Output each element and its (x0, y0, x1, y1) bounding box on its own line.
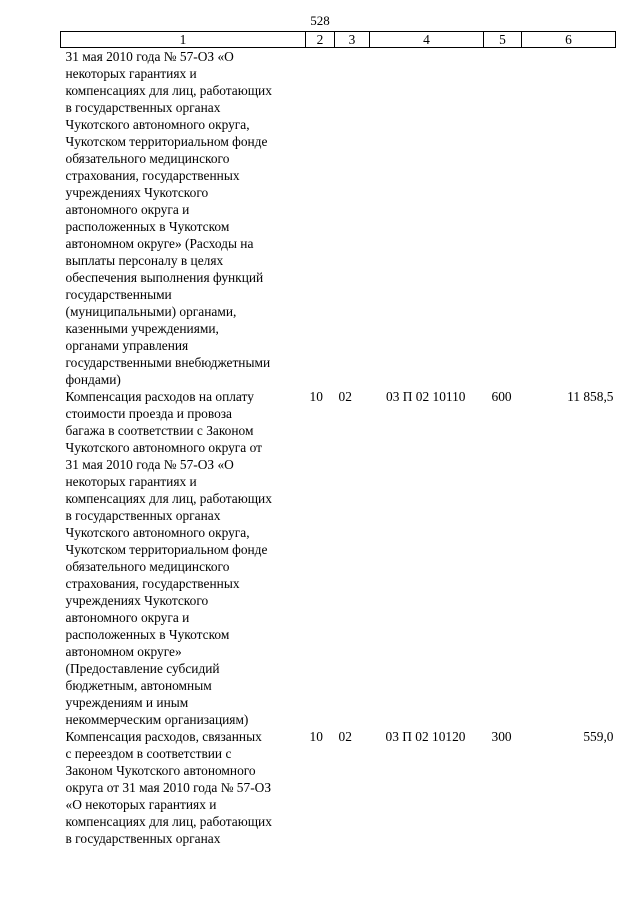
table-row (61, 48, 616, 389)
budget-table (60, 31, 616, 847)
row-description: 31 мая 2010 года № 57-ОЗ «О некоторых гарантиях и компенсациях для лиц, работающих в государственных органах Чукотского автономного округа, Чукотском территориальном фонде обязательного медицинского страхования, государственных учреждениях Чукотского автономного округа и расположенных в Чукотском автономном округе» (Расходы на выплаты персоналу в целях обеспечения выполнения функций государственными (муниципальными) органами, казенными учреждениями, органами управления государственными внебюджетными фондами) (65, 49, 272, 387)
row-amount: 559,0 (583, 729, 614, 744)
table-row (61, 388, 616, 728)
header-col-5: 5 (484, 32, 522, 48)
row-section (306, 48, 335, 389)
row-subsection (335, 48, 370, 389)
header-col-4: 4 (370, 32, 484, 48)
row-target-code (370, 48, 484, 389)
table-header (61, 32, 616, 48)
row-section: 10 (309, 729, 323, 744)
row-section: 10 (309, 389, 323, 404)
row-target-code: 03 П 02 10120 (385, 729, 466, 744)
table-body (61, 48, 616, 848)
row-expense-type: 600 (491, 389, 512, 404)
header-col-2: 2 (306, 32, 335, 48)
table-row (61, 728, 616, 847)
header-col-1: 1 (61, 32, 306, 48)
row-amount: 11 858,5 (567, 389, 614, 404)
header-col-3: 3 (335, 32, 370, 48)
header-col-6: 6 (522, 32, 616, 48)
row-amount (522, 48, 616, 389)
row-description: Компенсация расходов, связанных с переездом в соответствии с Законом Чукотского автономного округа от 31 мая 2010 года № 57-ОЗ «О некоторых гарантиях и компенсациях для лиц, работающих в государственных органах (65, 729, 272, 846)
row-target-code: 03 П 02 10110 (386, 389, 466, 404)
row-expense-type: 300 (491, 729, 512, 744)
page-number: 528 (310, 13, 330, 28)
row-expense-type (484, 48, 522, 389)
header-row (61, 32, 616, 48)
row-description: Компенсация расходов на оплату стоимости проезда и провоза багажа в соответствии с Законом Чукотского автономного округа от 31 мая 2010 года № 57-ОЗ «О некоторых гарантиях и компенсациях для лиц, работающих в государственных органах Чукотского автономного округа, Чукотском территориальном фонде обязательного медицинского страхования, государственных учреждениях Чукотского автономного округа и расположенных в Чукотском автономном округе» (Предоставление субсидий бюджетным, автономным учреждениям и иным некоммерческим организациям) (65, 389, 272, 727)
row-subsection: 02 (338, 389, 352, 404)
row-subsection: 02 (338, 729, 352, 744)
